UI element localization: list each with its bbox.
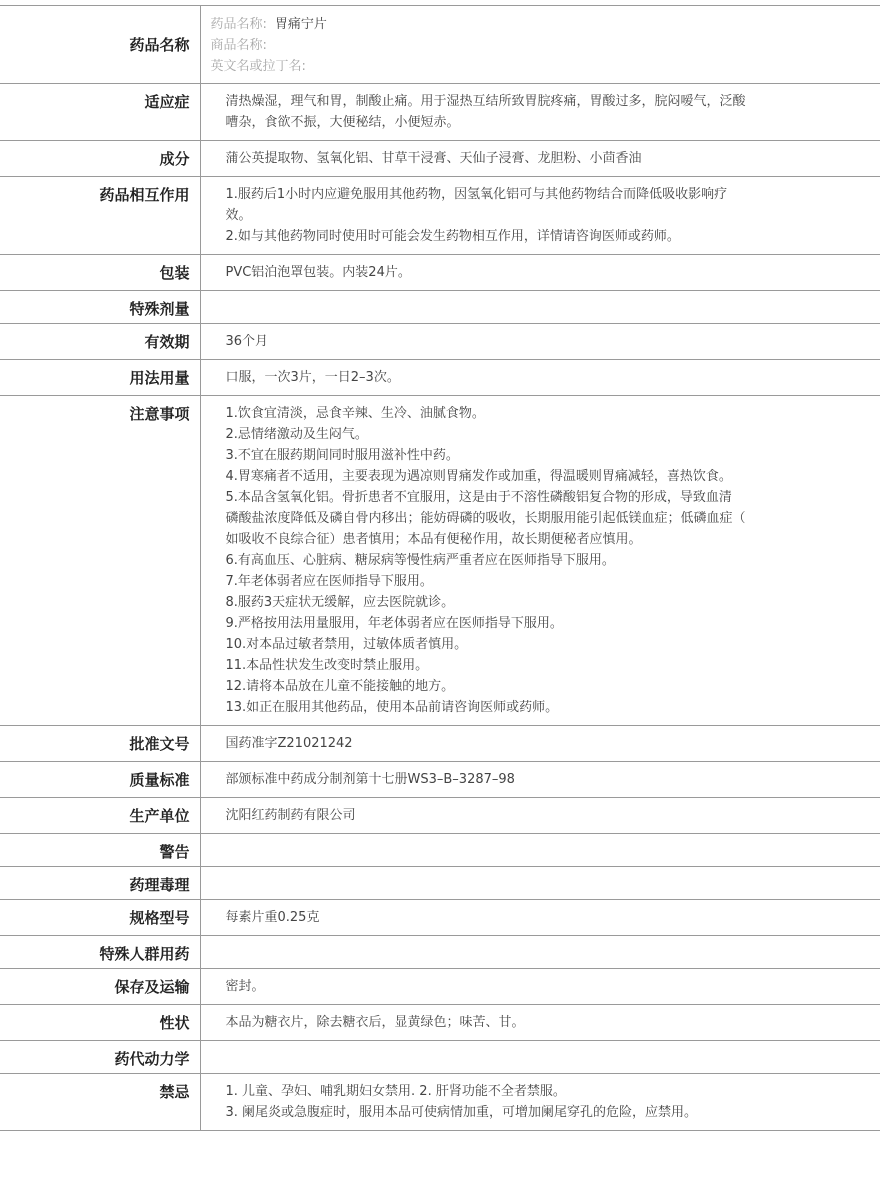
row-value-line: PVC铝泊泡罩包装。内装24片。 — [225, 265, 411, 280]
spec-row — [0, 834, 880, 867]
row-label: 禁忌 — [0, 1074, 200, 1131]
row-label: 保存及运输 — [0, 969, 200, 1005]
spec-row — [0, 969, 880, 1005]
spec-row — [0, 360, 880, 396]
row-label: 药代动力学 — [0, 1041, 200, 1074]
row-label: 规格型号 — [0, 900, 200, 936]
spec-row — [0, 1074, 880, 1131]
row-value-line: 效。 — [225, 208, 252, 223]
row-value-line: 3.不宜在服药期间同时服用滋补性中药。 — [225, 448, 459, 463]
spec-row — [0, 141, 880, 177]
row-label: 有效期 — [0, 324, 200, 360]
row-label: 包装 — [0, 255, 200, 291]
row-value-line: 1.服药后1小时内应避免服用其他药物，因氢氧化铝可与其他药物结合而降低吸收影响疗 — [225, 187, 728, 202]
row-value-line: 6.有高血压、心脏病、糖尿病等慢性病严重者应在医师指导下服用。 — [225, 553, 615, 568]
spec-row — [0, 1005, 880, 1041]
row-value — [200, 324, 880, 360]
row-value-line: 10.对本品过敏者禁用，过敏体质者慎用。 — [225, 637, 468, 652]
spec-row — [0, 936, 880, 969]
row-value-line: 嘈杂，食欲不振，大便秘结，小便短赤。 — [225, 115, 460, 130]
spec-row — [0, 762, 880, 798]
row-value — [200, 396, 880, 726]
row-value — [200, 834, 880, 867]
row-value — [200, 291, 880, 324]
english-name-line — [211, 56, 880, 77]
row-label: 批准文号 — [0, 726, 200, 762]
trade-name-line — [211, 35, 880, 56]
spec-row — [0, 255, 880, 291]
spec-row — [0, 798, 880, 834]
row-value-line: 1. 儿童、孕妇、哺乳期妇女禁用. 2. 肝肾功能不全者禁服。 — [225, 1084, 566, 1099]
spec-row — [0, 84, 880, 141]
generic-name-key: 药品名称: — [210, 17, 267, 32]
row-value-line: 9.严格按用法用量服用，年老体弱者应在医师指导下服用。 — [225, 616, 563, 631]
trade-name-key: 商品名称: — [210, 38, 267, 53]
row-value — [200, 1074, 880, 1131]
row-value — [200, 84, 880, 141]
spec-row — [0, 177, 880, 255]
row-value-line: 国药准字Z21021242 — [225, 736, 353, 751]
row-value-line: 每素片重0.25克 — [225, 910, 320, 925]
row-value — [200, 1005, 880, 1041]
spec-row — [0, 867, 880, 900]
generic-name-value: 胃痛宁片 — [274, 17, 327, 32]
row-value-line: 36个月 — [225, 334, 269, 349]
row-value-line: 8.服药3天症状无缓解，应去医院就诊。 — [225, 595, 455, 610]
spec-row — [0, 291, 880, 324]
row-label: 特殊剂量 — [0, 291, 200, 324]
spec-row — [0, 900, 880, 936]
row-value — [200, 900, 880, 936]
row-label: 性状 — [0, 1005, 200, 1041]
row-value — [200, 141, 880, 177]
row-value-line: 11.本品性状发生改变时禁止服用。 — [225, 658, 429, 673]
spec-row — [0, 726, 880, 762]
row-value-line: 12.请将本品放在儿童不能接触的地方。 — [225, 679, 455, 694]
spec-row — [0, 396, 880, 726]
row-value-line: 7.年老体弱者应在医师指导下服用。 — [225, 574, 433, 589]
row-label: 药理毒理 — [0, 867, 200, 900]
row-value-line: 5.本品含氢氧化铝。骨折患者不宜服用，这是由于不溶性磷酸铝复合物的形成，导致血清 — [225, 490, 732, 505]
spec-row — [0, 1041, 880, 1074]
row-label: 用法用量 — [0, 360, 200, 396]
row-value — [200, 867, 880, 900]
row-value — [200, 360, 880, 396]
row-value-line: 部颁标准中药成分制剂第十七册WS3–B–3287–98 — [225, 772, 515, 787]
row-value-line: 3. 阑尾炎或急腹症时，服用本品可使病情加重，可增加阑尾穿孔的危险，应禁用。 — [225, 1105, 698, 1120]
row-label: 成分 — [0, 141, 200, 177]
name-values — [200, 6, 880, 84]
row-value — [200, 798, 880, 834]
row-label: 生产单位 — [0, 798, 200, 834]
row-value — [200, 726, 880, 762]
row-value-line: 如吸收不良综合征）患者慎用；本品有便秘作用，故长期便秘者应慎用。 — [225, 532, 642, 547]
row-value-line: 密封。 — [225, 979, 265, 994]
row-label: 适应症 — [0, 84, 200, 141]
row-value — [200, 762, 880, 798]
row-value-line: 蒲公英提取物、氢氧化铝、甘草干浸膏、天仙子浸膏、龙胆粉、小茴香油 — [225, 151, 642, 166]
row-drug-name — [0, 6, 880, 84]
row-value-line: 1.饮食宜清淡，忌食辛辣、生冷、油腻食物。 — [225, 406, 485, 421]
row-value-line: 4.胃寒痛者不适用，主要表现为遇凉则胃痛发作或加重，得温暖则胃痛减轻，喜热饮食。 — [225, 469, 732, 484]
row-value-line: 2.忌情绪激动及生闷气。 — [225, 427, 368, 442]
row-value-line: 磷酸盐浓度降低及磷自骨内移出；能妨碍磷的吸收，长期服用能引起低镁血症；低磷血症（ — [225, 511, 746, 526]
row-value — [200, 177, 880, 255]
row-value — [200, 969, 880, 1005]
row-label: 药品名称 — [0, 6, 200, 84]
row-value-line: 清热燥湿，理气和胃，制酸止痛。用于湿热互结所致胃脘疼痛，胃酸过多，脘闷嗳气，泛酸 — [225, 94, 746, 109]
drug-spec-table — [0, 6, 880, 1131]
row-value-line: 13.如正在服用其他药品，使用本品前请咨询医师或药师。 — [225, 700, 559, 715]
row-label: 质量标准 — [0, 762, 200, 798]
row-value-line: 沈阳红药制药有限公司 — [225, 808, 356, 823]
spec-row — [0, 324, 880, 360]
row-value-line: 本品为糖衣片，除去糖衣后，显黄绿色；味苦、甘。 — [225, 1015, 525, 1030]
row-label: 警告 — [0, 834, 200, 867]
row-value — [200, 1041, 880, 1074]
row-value-line: 口服，一次3片，一日2–3次。 — [225, 370, 400, 385]
row-label: 药品相互作用 — [0, 177, 200, 255]
generic-name-line — [211, 14, 880, 35]
row-value — [200, 255, 880, 291]
row-value-line: 2.如与其他药物同时使用时可能会发生药物相互作用，详情请咨询医师或药师。 — [225, 229, 680, 244]
row-value — [200, 936, 880, 969]
english-name-key: 英文名或拉丁名: — [210, 59, 306, 74]
row-label: 特殊人群用药 — [0, 936, 200, 969]
row-label: 注意事项 — [0, 396, 200, 726]
